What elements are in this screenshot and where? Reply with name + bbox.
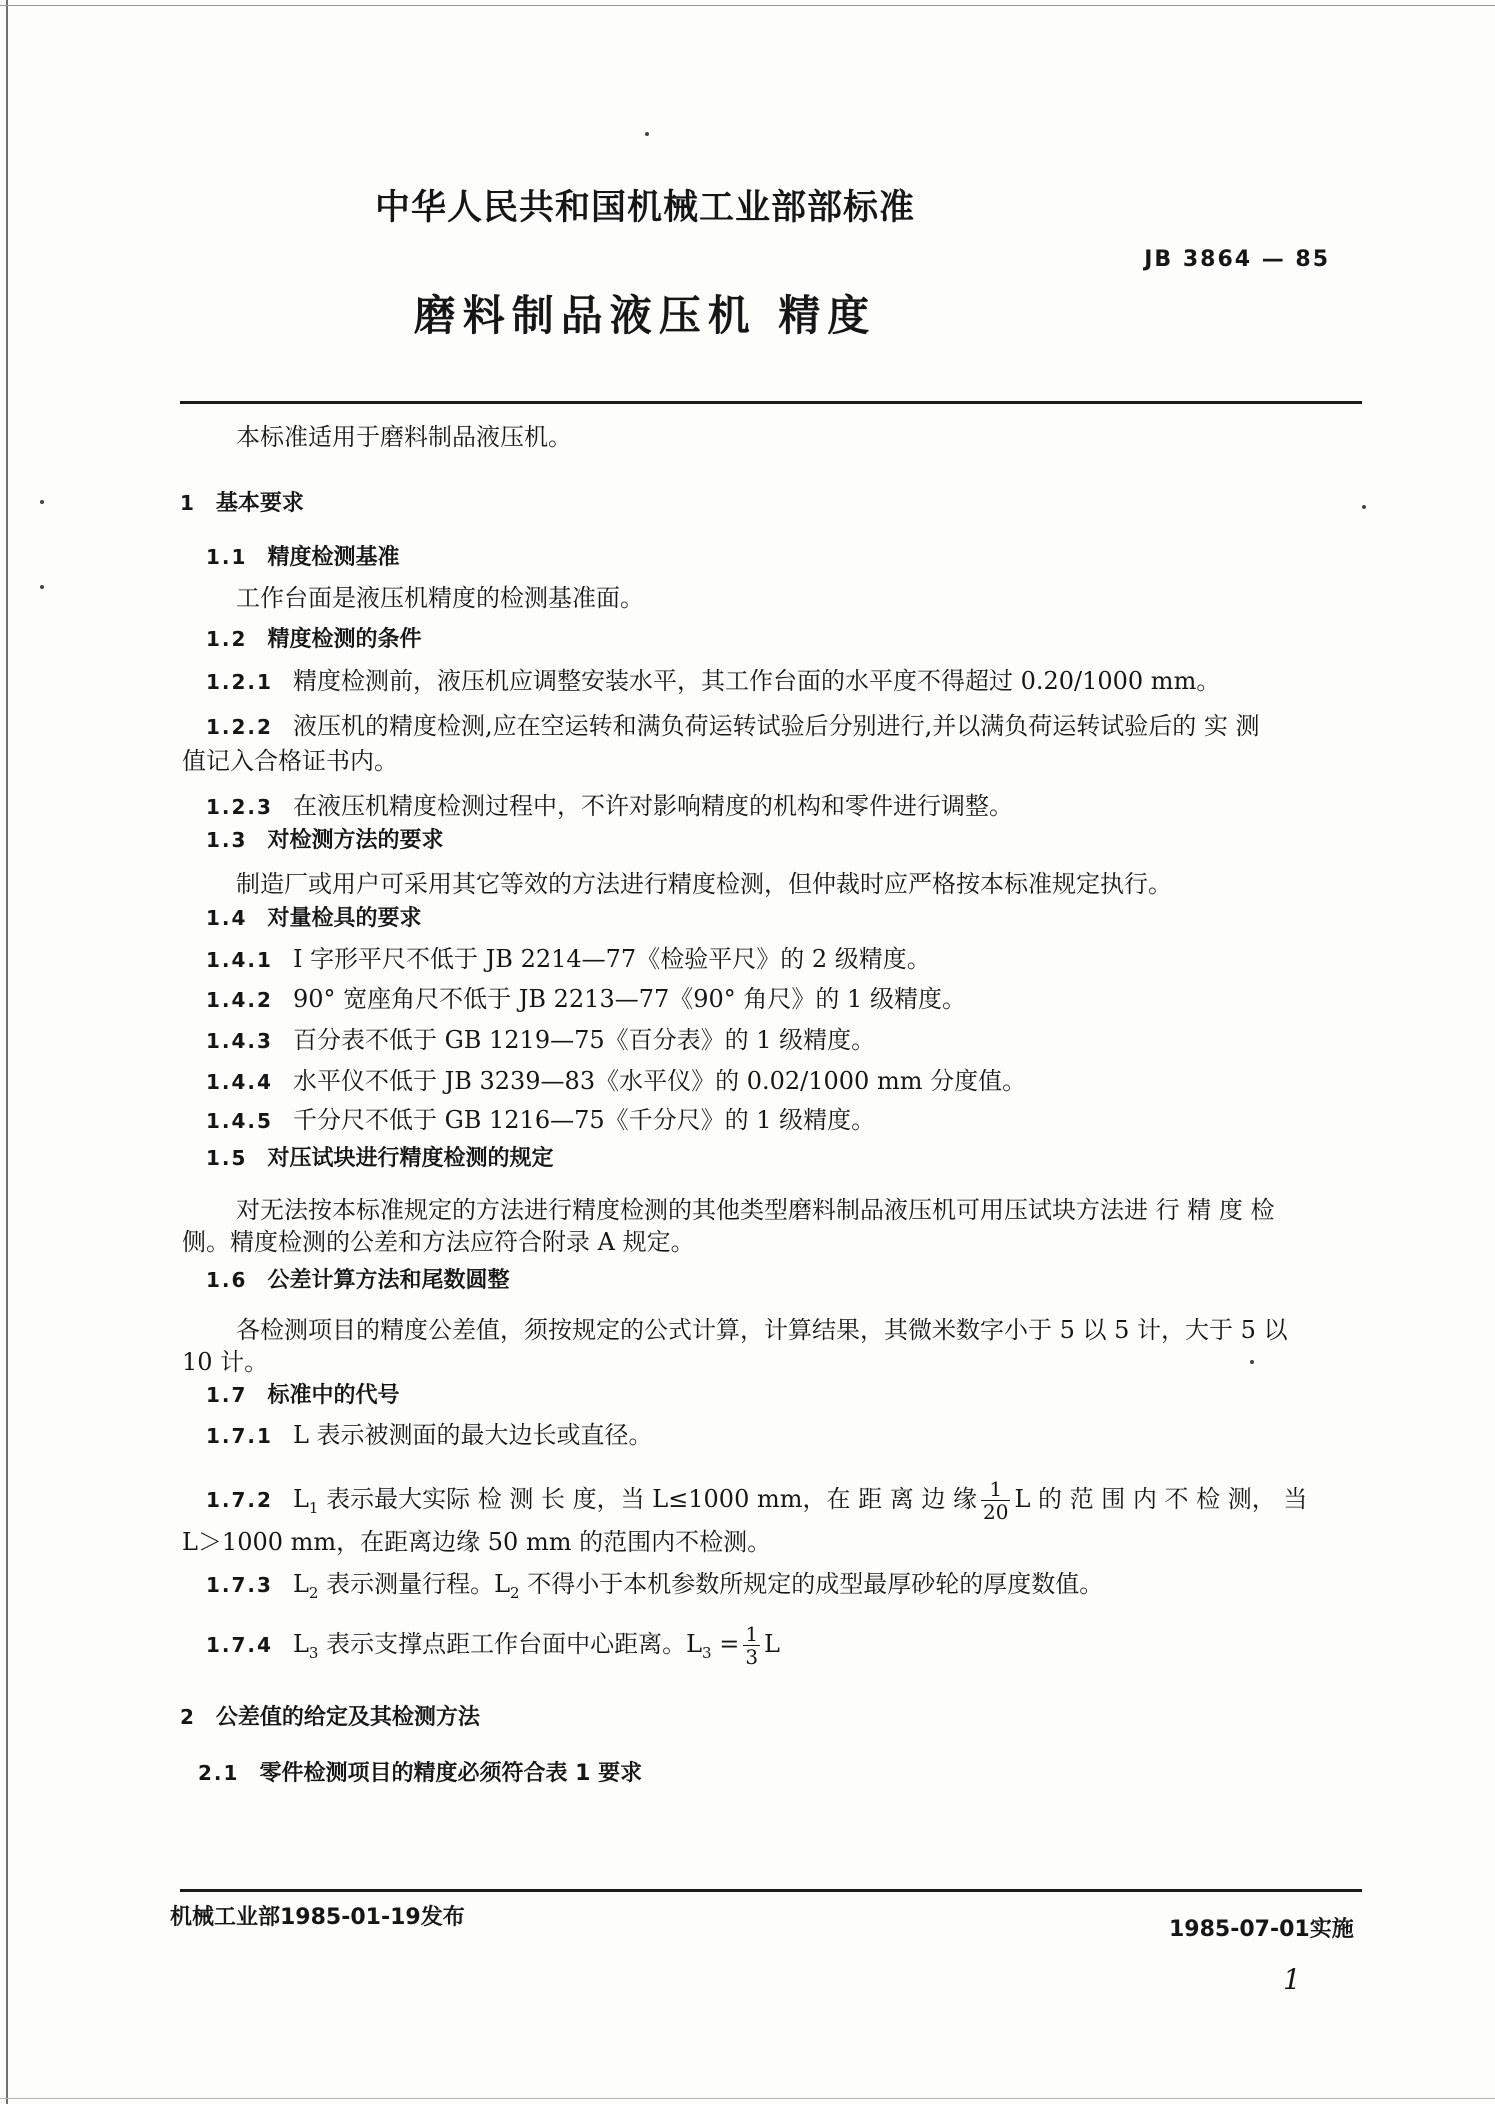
section-1-1 — [206, 540, 399, 574]
clause-number: 1.4.4 — [206, 1070, 273, 1094]
clause-1-7-2 — [206, 1478, 1307, 1524]
clause-text: 90° 宽座角尺不低于 JB 2213—77《90° 角尺》的 1 级精度。 — [292, 985, 966, 1013]
section-1-7 — [206, 1378, 399, 1412]
scan-speck — [40, 585, 44, 589]
page-number: 1 — [1283, 1963, 1301, 1996]
symbol-subscript: 3 — [702, 1643, 712, 1662]
section-number: 2 — [180, 1705, 196, 1729]
section-2-1 — [198, 1756, 642, 1790]
section-1-6 — [206, 1263, 509, 1297]
clause-1-4-3 — [206, 1024, 875, 1057]
clause-number: 1.2.3 — [206, 795, 273, 819]
clause-number: 1.4.3 — [206, 1029, 273, 1053]
clause-number: 1.7.1 — [206, 1424, 273, 1448]
clause-number: 1.2.2 — [206, 715, 273, 739]
symbol-l: L — [764, 1630, 780, 1658]
clause-text: 表示测量行程。 — [318, 1570, 495, 1598]
scan-speck — [1362, 505, 1366, 509]
section-number: 1.2 — [206, 627, 248, 651]
clause-number: 1.2.1 — [206, 670, 273, 694]
clause-number: 1.7.3 — [206, 1573, 273, 1597]
org-standard-heading: 中华人民共和国机械工业部部标准 — [374, 188, 915, 228]
section-number: 1 — [180, 491, 196, 515]
fraction-denominator: 20 — [983, 1500, 1009, 1524]
section-title: 公差值的给定及其检测方法 — [215, 1705, 480, 1730]
clause-text: 不得小于本机参数所规定的成型最厚砂轮的厚度数值。 — [519, 1570, 1104, 1598]
section-1-5 — [206, 1141, 553, 1175]
footer-rule — [180, 1889, 1362, 1892]
section-1-6-body: 各检测项目的精度公差值，须按规定的公式计算，计算结果，其微米数字小于 5 以 5 计，大于 5 以 — [236, 1316, 1288, 1344]
section-number: 2.1 — [198, 1761, 240, 1785]
section-title: 标准中的代号 — [267, 1383, 400, 1408]
issue-date: 机械工业部1985-01-19发布 — [170, 1905, 465, 1930]
clause-1-4-5 — [206, 1104, 875, 1137]
clause-text: L 的 范 围 内 不 检 测， 当 — [1014, 1485, 1308, 1513]
clause-number: 1.7.4 — [206, 1633, 273, 1657]
scan-edge-bottom — [0, 2098, 1495, 2099]
section-1-6-cont: 10 计。 — [182, 1348, 269, 1376]
clause-1-7-2-cont: L＞1000 mm，在距离边缘 50 mm 的范围内不检测。 — [182, 1528, 772, 1556]
section-1-4 — [206, 901, 421, 935]
clause-text: 在液压机精度检测过程中，不许对影响精度的机构和零件进行调整。 — [292, 792, 1013, 820]
clause-number: 1.4.5 — [206, 1109, 273, 1133]
section-number: 1.4 — [206, 906, 248, 930]
fraction-1-3 — [743, 1623, 760, 1668]
section-title: 精度检测的条件 — [267, 627, 422, 652]
symbol-l: L — [292, 1485, 309, 1513]
clause-text: 表示最大实际 检 测 长 度，当 L≤1000 mm，在 距 离 边 缘 — [318, 1485, 977, 1513]
symbol-l: L — [292, 1630, 309, 1658]
effective-date: 1985-07-01实施 — [1169, 1917, 1354, 1942]
header-rule — [180, 401, 1362, 404]
clause-1-2-1 — [206, 665, 1220, 698]
clause-text: 百分表不低于 GB 1219—75《百分表》的 1 级精度。 — [292, 1026, 876, 1054]
section-title: 对量检具的要求 — [267, 906, 422, 931]
clause-text: 水平仪不低于 JB 3239—83《水平仪》的 0.02/1000 mm 分度值。 — [292, 1067, 1027, 1095]
clause-text: I 字形平尺不低于 JB 2214—77《检验平尺》的 2 级精度。 — [292, 945, 931, 973]
clause-text: 千分尺不低于 GB 1216—75《千分尺》的 1 级精度。 — [292, 1106, 876, 1134]
symbol-l: L — [686, 1630, 703, 1658]
clause-1-2-3 — [206, 790, 1013, 823]
clause-1-2-2-cont: 值记入合格证书内。 — [182, 747, 398, 775]
section-title: 精度检测基准 — [267, 545, 400, 570]
symbol-subscript: 3 — [308, 1643, 319, 1662]
section-title: 零件检测项目的精度必须符合表 1 要求 — [259, 1761, 643, 1786]
intro-text: 本标准适用于磨料制品液压机。 — [236, 423, 572, 451]
standard-number: JB 3864 — 85 — [1144, 247, 1330, 272]
section-1-5-cont: 侧。精度检测的公差和方法应符合附录 A 规定。 — [182, 1228, 695, 1256]
section-1 — [180, 486, 304, 520]
clause-number: 1.4.1 — [206, 948, 273, 972]
section-number: 1.6 — [206, 1268, 248, 1292]
fraction-numerator: 1 — [981, 1478, 1010, 1501]
clause-text: L 表示被测面的最大边长或直径。 — [292, 1421, 653, 1449]
symbol-l: L — [292, 1570, 309, 1598]
clause-1-7-1 — [206, 1419, 653, 1452]
section-1-1-body: 工作台面是液压机精度的检测基准面。 — [236, 584, 644, 612]
scan-speck — [40, 500, 44, 504]
document-title: 磨料制品液压机 精度 — [413, 291, 877, 340]
fraction-1-20 — [981, 1478, 1010, 1523]
section-1-5-body: 对无法按本标准规定的方法进行精度检测的其他类型磨料制品液压机可用压试块方法进 行 精 度 检 — [236, 1196, 1275, 1224]
section-title: 基本要求 — [215, 491, 304, 516]
section-1-3-body: 制造厂或用户可采用其它等效的方法进行精度检测，但仲裁时应严格按本标准规定执行。 — [236, 870, 1172, 898]
section-2 — [180, 1700, 480, 1734]
symbol-subscript: 1 — [308, 1498, 319, 1517]
section-number: 1.1 — [206, 545, 248, 569]
section-title: 公差计算方法和尾数圆整 — [267, 1268, 510, 1293]
section-number: 1.5 — [206, 1146, 248, 1170]
symbol-l: L — [494, 1570, 511, 1598]
equals-sign: = — [711, 1630, 740, 1658]
section-1-3 — [206, 823, 443, 857]
clause-1-7-4 — [206, 1623, 780, 1669]
section-number: 1.3 — [206, 828, 248, 852]
symbol-subscript: 2 — [308, 1583, 319, 1602]
clause-1-7-3 — [206, 1568, 1103, 1609]
clause-1-4-2 — [206, 983, 966, 1016]
section-number: 1.7 — [206, 1383, 248, 1407]
clause-text: 表示支撑点距工作台面中心距离。 — [318, 1630, 687, 1658]
fraction-denominator: 3 — [745, 1645, 759, 1669]
clause-1-4-1 — [206, 943, 931, 976]
clause-text: 液压机的精度检测,应在空运转和满负荷运转试验后分别进行,并以满负荷运转试验后的 实 测 — [292, 712, 1260, 740]
fraction-numerator: 1 — [745, 1622, 759, 1646]
symbol-subscript: 2 — [510, 1583, 520, 1602]
section-title: 对检测方法的要求 — [267, 828, 444, 853]
section-title: 对压试块进行精度检测的规定 — [267, 1146, 554, 1171]
clause-1-4-4 — [206, 1065, 1026, 1098]
scan-speck — [645, 132, 649, 136]
clause-number: 1.7.2 — [206, 1488, 273, 1512]
clause-1-2-2 — [206, 710, 1259, 743]
clause-text: 精度检测前，液压机应调整安装水平，其工作台面的水平度不得超过 0.20/1000 mm。 — [292, 667, 1221, 695]
section-1-2 — [206, 622, 421, 656]
scan-edge-top — [0, 5, 1495, 6]
clause-number: 1.4.2 — [206, 988, 273, 1012]
scan-speck — [1250, 1360, 1254, 1364]
